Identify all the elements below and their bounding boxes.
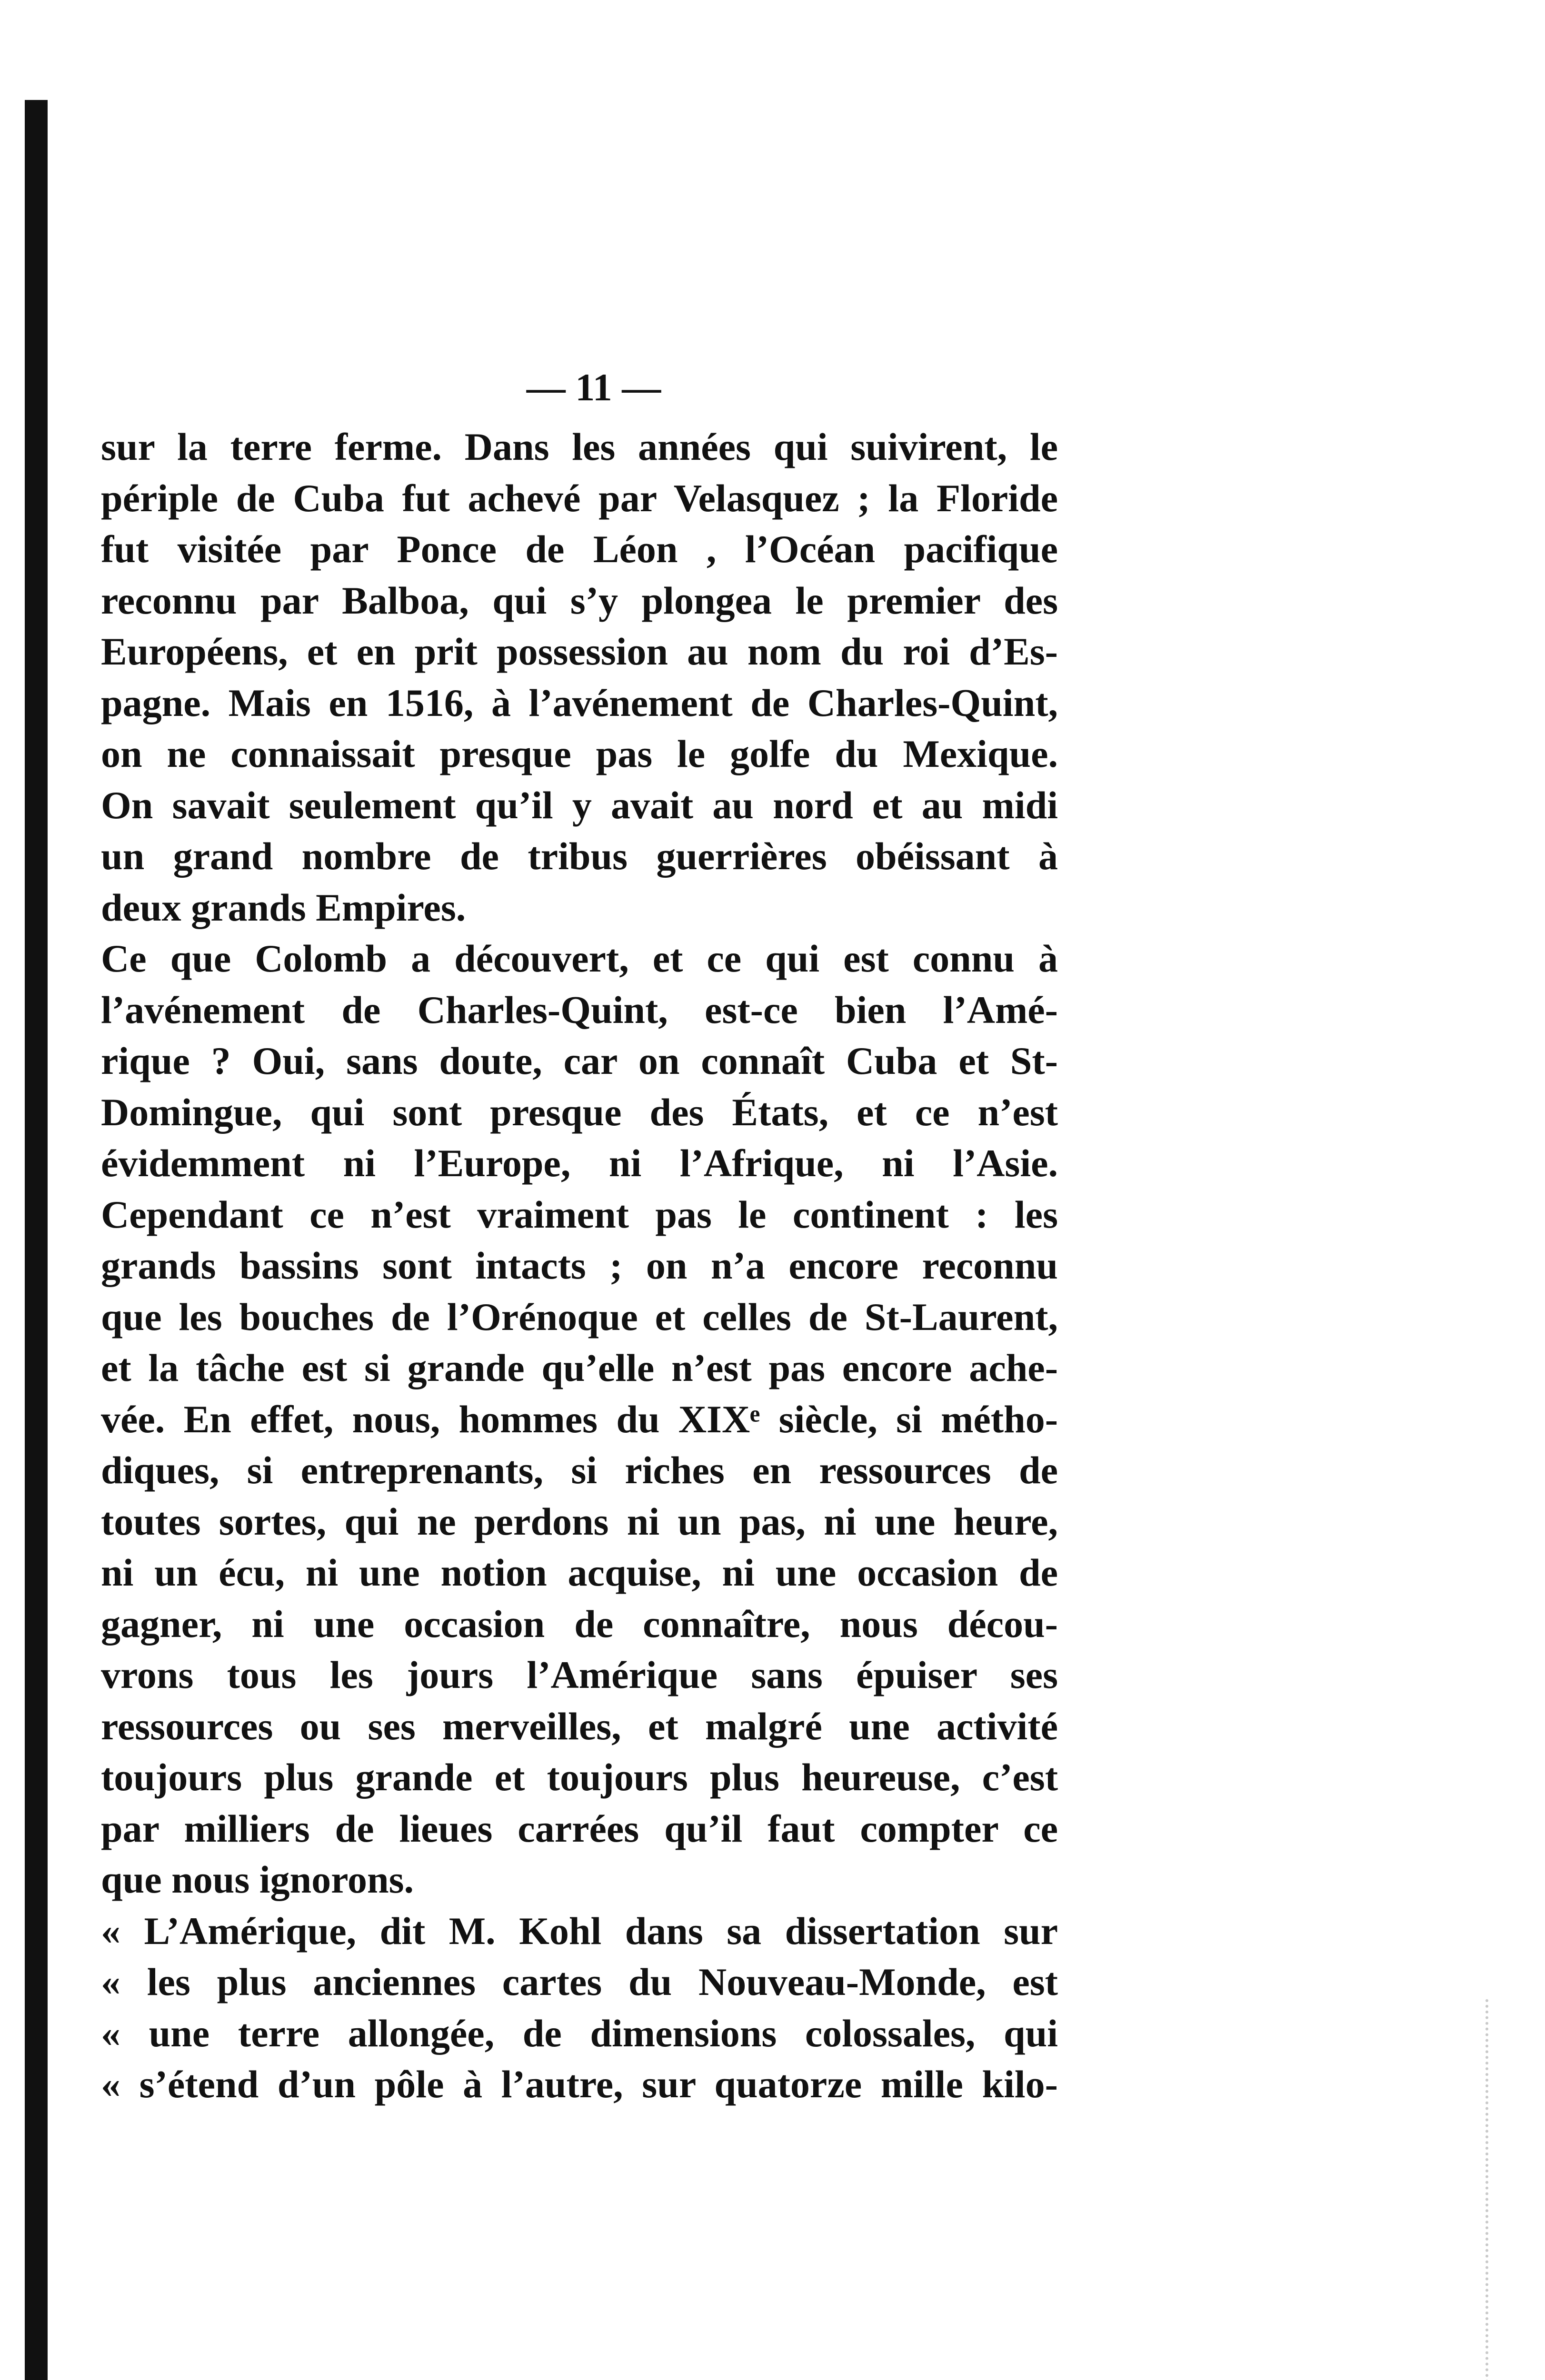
text-line: sur la terre ferme. Dans les années qui suivirent, le: [101, 425, 1058, 468]
text-line: Cependant ce n’est vraiment pas le continent : les: [101, 1192, 1058, 1236]
text-line: « s’étend d’un pôle à l’autre, sur quatorze mille kilo-: [101, 2063, 1058, 2106]
text-line: grands bassins sont intacts ; on n’a encore reconnu: [101, 1244, 1058, 1287]
text-line: gagner, ni une occasion de connaître, nous décou-: [101, 1602, 1058, 1646]
paragraph-3: [101, 1905, 1058, 2110]
text-line: « une terre allongée, de dimensions colossales, qui: [101, 2011, 1058, 2055]
text-line: vrons tous les jours l’Amérique sans épuiser ses: [101, 1653, 1058, 1696]
text-line: ressources ou ses merveilles, et malgré une activité: [101, 1704, 1058, 1748]
text-line: diques, si entreprenants, si riches en ressources de: [101, 1448, 1058, 1492]
text-line: l’avénement de Charles-Quint, est-ce bien l’Amé-: [101, 988, 1058, 1031]
paragraph-2: [101, 933, 1058, 1905]
text-line: Domingue, qui sont presque des États, et ce n’est: [101, 1090, 1058, 1134]
text-line: vée. En effet, nous, hommes du XIXᵉ siècle, si métho-: [101, 1397, 1058, 1441]
page-number: — 11 —: [526, 366, 661, 409]
text-line: ni un écu, ni une notion acquise, ni une occasion de: [101, 1551, 1058, 1594]
paragraph-1: [101, 421, 1058, 933]
text-line: rique ? Oui, sans doute, car on connaît Cuba et St-: [101, 1039, 1058, 1082]
text-line: Européens, et en prit possession au nom du roi d’Es-: [101, 630, 1058, 673]
text-line: Ce que Colomb a découvert, et ce qui est connu à: [101, 937, 1058, 980]
text-line: que les bouches de l’Orénoque et celles de St-Laurent,: [101, 1295, 1058, 1339]
text-line: toujours plus grande et toujours plus heureuse, c’est: [101, 1755, 1058, 1799]
text-line: évidemment ni l’Europe, ni l’Afrique, ni l’Asie.: [101, 1141, 1058, 1185]
text-line: un grand nombre de tribus guerrières obéissant à: [101, 834, 1058, 878]
text-line: pagne. Mais en 1516, à l’avénement de Charles-Quint,: [101, 681, 1058, 724]
text-line: reconnu par Balboa, qui s’y plongea le premier des: [101, 578, 1058, 622]
page-binding-edge: [25, 100, 48, 2380]
text-line: « L’Amérique, dit M. Kohl dans sa dissertation sur: [101, 1909, 1058, 1953]
text-line: toutes sortes, qui ne perdons ni un pas, ni une heure,: [101, 1499, 1058, 1543]
text-line: « les plus anciennes cartes du Nouveau-Monde, est: [101, 1960, 1058, 2003]
page-right-edge: [1485, 1999, 1491, 2380]
text-line: par milliers de lieues carrées qu’il faut compter ce: [101, 1806, 1058, 1850]
text-line: fut visitée par Ponce de Léon , l’Océan pacifique: [101, 527, 1058, 571]
text-line: périple de Cuba fut achevé par Velasquez ; la Floride: [101, 476, 1058, 520]
text-line: que nous ignorons.: [101, 1858, 414, 1901]
text-line: deux grands Empires.: [101, 885, 466, 929]
text-line: on ne connaissait presque pas le golfe du Mexique.: [101, 732, 1058, 775]
text-line: On savait seulement qu’il y avait au nord et au midi: [101, 783, 1058, 827]
text-line: et la tâche est si grande qu’elle n’est pas encore ache-: [101, 1346, 1058, 1389]
page-text: [101, 362, 1058, 2110]
